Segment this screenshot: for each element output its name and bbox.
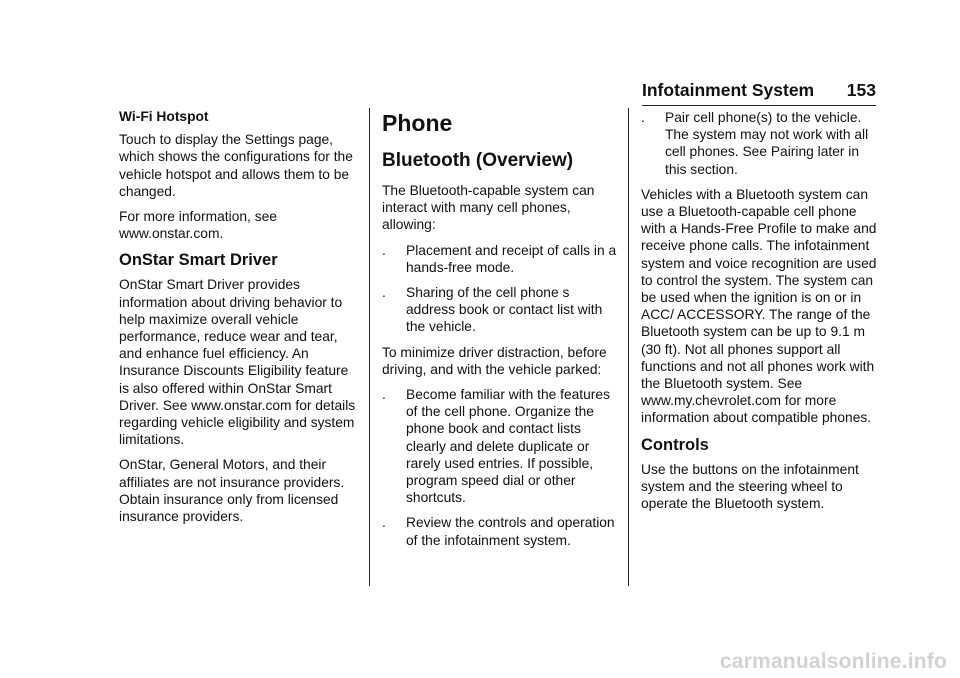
bullet-glyph: . [382, 387, 386, 403]
paragraph: The Bluetooth-capable system can interact with many cell phones, allowing: [382, 183, 595, 233]
onstar-smart-driver-heading: OnStar Smart Driver [119, 251, 278, 270]
page-number: 153 [846, 80, 876, 100]
bullet-glyph: . [382, 242, 386, 258]
list-item-text: Placement and receipt of calls in a hands-free mode. [406, 242, 617, 275]
column-3 [641, 109, 877, 520]
bullet-glyph: . [641, 110, 645, 125]
list-item [382, 242, 618, 276]
column-divider [369, 108, 370, 586]
wifi-hotspot-heading: Wi-Fi Hotspot [119, 109, 209, 124]
watermark: carmanualsonline.info [719, 650, 947, 673]
page-header [642, 80, 876, 104]
paragraph: For more information, see www.onstar.com. [119, 209, 277, 242]
paragraph: To minimize driver distraction, before driving, and with the vehicle parked: [382, 344, 607, 377]
bluetooth-overview-heading: Bluetooth (Overview) [382, 150, 574, 171]
phone-heading: Phone [382, 110, 453, 136]
list-item-text: Become familiar with the features of the cell phone. Organize the phone book and contact lists clearly and delete duplicate or rarely used entries. If possible, program speed dial or other shortcuts. [406, 387, 610, 506]
section-title: Infotainment System [642, 80, 815, 100]
list-item [382, 386, 618, 506]
list-item-text: Sharing of the cell phone s address book or contact list with the vehicle. [406, 285, 603, 335]
paragraph: Use the buttons on the infotainment system and the steering wheel to operate the Bluetooth system. [641, 461, 859, 512]
list-item [382, 514, 618, 548]
paragraph: OnStar Smart Driver provides information about driving behavior to help maximize overall vehicle performance, reduce wear and tear, and enhance fuel efficiency. An Insurance Discounts Eligibility feature is also offered within OnStar Smart Driver. See www.onstar.com for details regarding vehicle eligibility and system limitations. [119, 277, 356, 448]
paragraph: Touch to display the Settings page, which shows the configurations for the vehicle hotspot and allows them to be changed. [119, 132, 353, 199]
bullet-glyph: . [382, 285, 386, 301]
list-item-text: Pair cell phone(s) to the vehicle. The system may not work with all cell phones. See Pairing later in this section. [665, 110, 869, 177]
list-item [641, 109, 877, 178]
controls-heading: Controls [641, 435, 709, 454]
bullet-glyph: . [382, 515, 386, 531]
paragraph: Vehicles with a Bluetooth system can use a Bluetooth-capable cell phone with a Hands-Free Profile to make and receive phone calls. The infotainment system and voice recognition are used to control the system. The system can be used when the ignition is on or in ACC/ ACCESSORY. The range of the Bluetooth system can be up to 9.1 m (30 ft). Not all phones support all functions and not all phones work with the Bluetooth system. See www.my.chevrolet.com for more information about compatible phones. [641, 186, 877, 426]
column-2 [382, 106, 618, 557]
list-item-text: Review the controls and operation of the infotainment system. [406, 515, 615, 548]
list-item [382, 284, 618, 336]
header-rule [642, 105, 876, 106]
paragraph: OnStar, General Motors, and their affiliates are not insurance providers. Obtain insurance only from licensed insurance providers. [119, 457, 345, 525]
column-1 [119, 108, 359, 533]
column-divider [628, 108, 629, 586]
